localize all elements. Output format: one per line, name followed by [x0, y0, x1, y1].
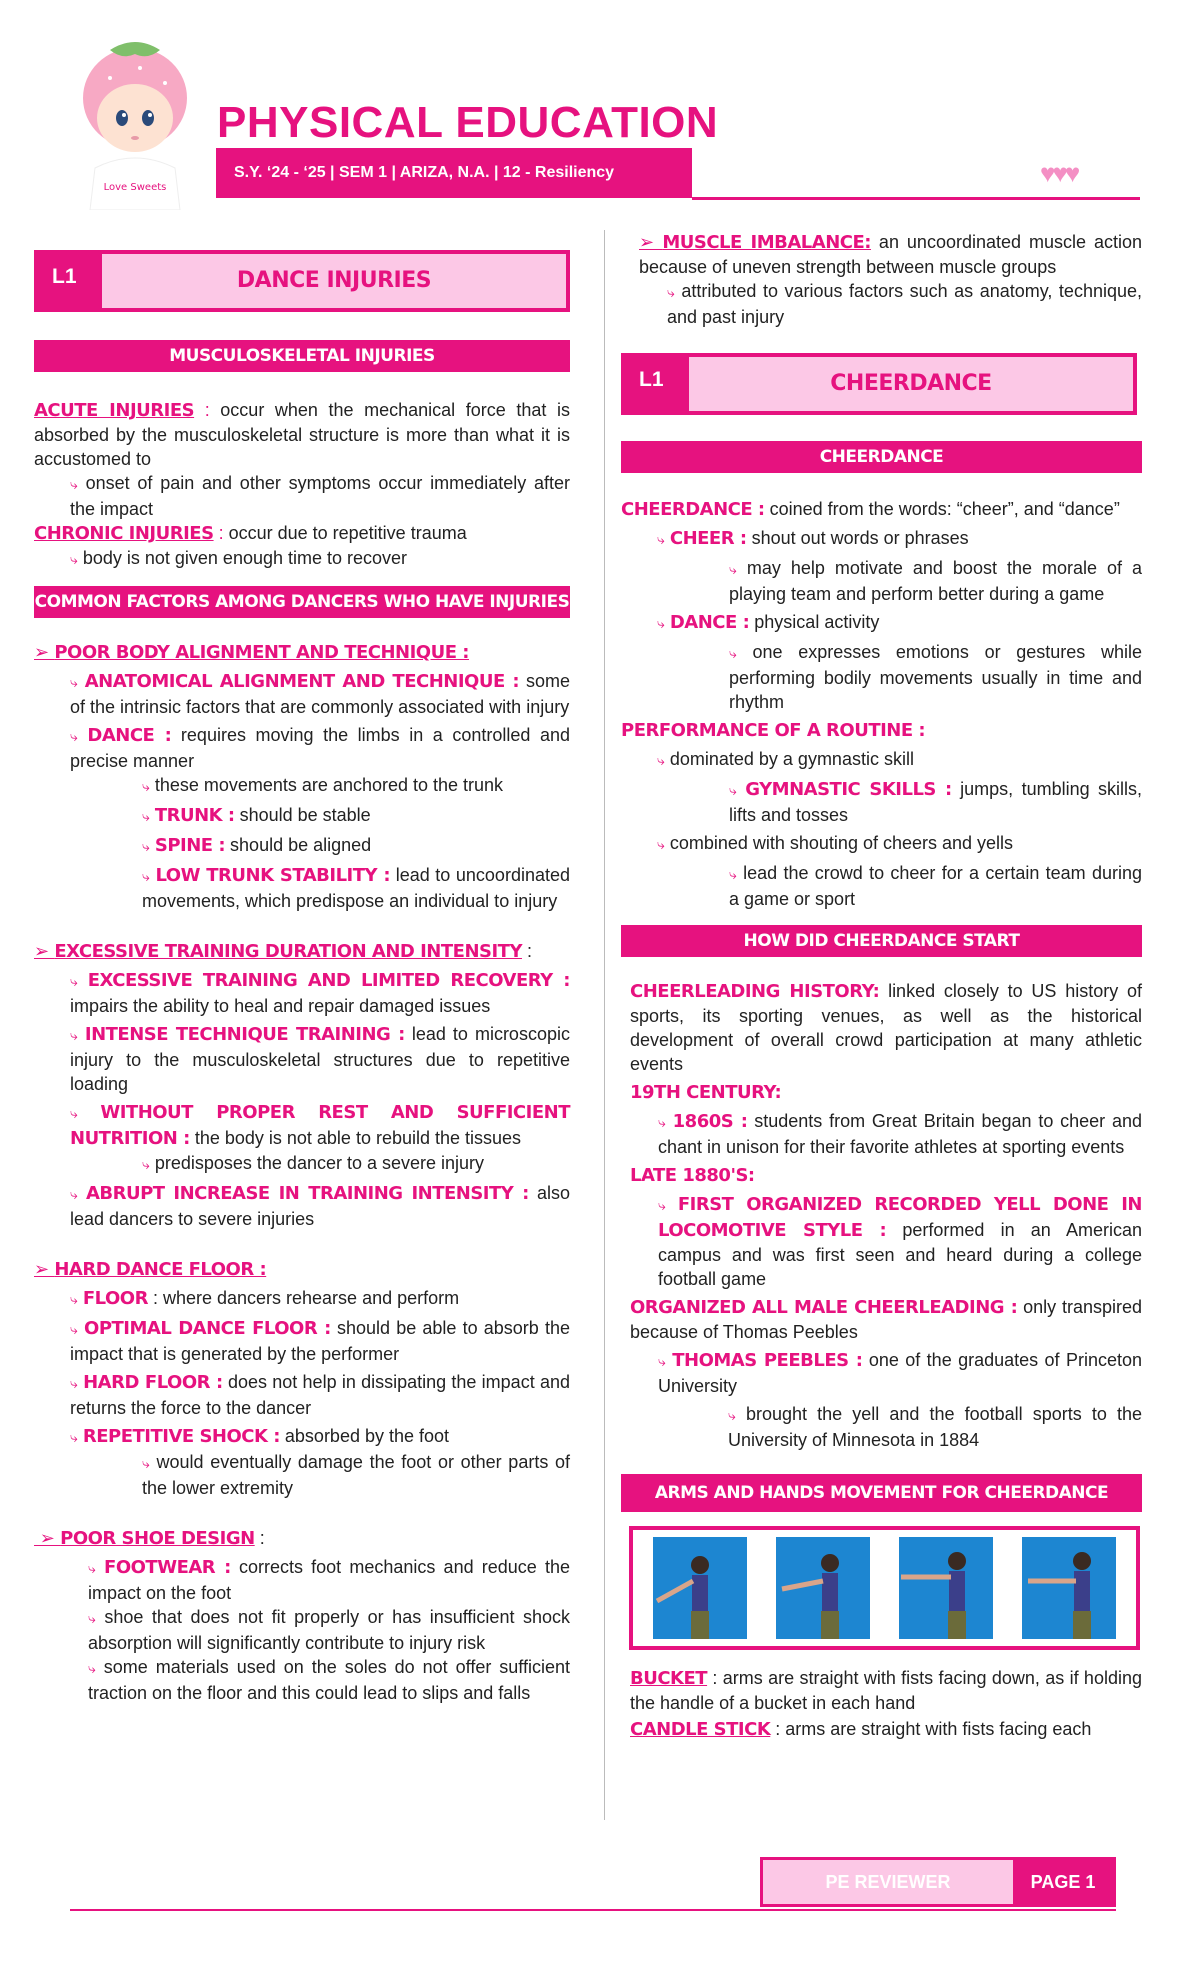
detail: some materials used on the soles do not offer sufficient traction on the floor and this could lead to slips and falls	[88, 1657, 570, 1703]
factor-poor-alignment	[34, 640, 570, 913]
term: TRUNK :	[154, 805, 235, 826]
footer-divider	[70, 1909, 1116, 1911]
section-title: ARMS AND HANDS MOVEMENT FOR CHEERDANCE	[621, 1474, 1142, 1512]
term: THOMAS PEEBLES :	[672, 1350, 863, 1371]
arm-movement-photos	[629, 1526, 1140, 1650]
definition: an uncoordinated muscle action because of uneven strength between muscle groups	[639, 232, 1142, 277]
arrow-icon: ⤷	[142, 809, 150, 825]
term: ORGANIZED ALL MALE CHEERLEADING :	[630, 1297, 1018, 1318]
section-title: COMMON FACTORS AMONG DANCERS WHO HAVE INJURIES	[34, 586, 570, 618]
definition: does not help in dissipating the impact and returns the force to the dancer	[70, 1372, 570, 1418]
term: LATE 1880'S:	[630, 1165, 755, 1186]
term: REPETITIVE SHOCK :	[82, 1426, 280, 1447]
definition: lead to microscopic injury to the musculoskeletal structures due to repetitive loading	[70, 1024, 570, 1094]
term: ANATOMICAL ALIGNMENT AND TECHNIQUE :	[84, 671, 520, 692]
detail: predisposes the dancer to a severe injury	[149, 1153, 485, 1173]
term: INTENSE TECHNIQUE TRAINING :	[84, 1024, 405, 1045]
detail: lead the crowd to cheer for a certain team during a game or sport	[729, 863, 1142, 909]
page-header	[0, 0, 1200, 210]
definition: requires moving the limbs in a controlled and precise manner	[70, 725, 570, 771]
arrow-icon: ⤷	[88, 1661, 96, 1677]
strawberry-doll-image	[70, 38, 200, 210]
definition: corrects foot mechanics and reduce the impact on the foot	[88, 1557, 570, 1603]
lesson-title: DANCE INJURIES	[236, 268, 432, 293]
lesson-header-dance-injuries	[34, 250, 570, 312]
arrow-icon: ⤷	[657, 616, 665, 632]
arrow-icon: ⤷	[70, 729, 78, 745]
lesson-title: CHEERDANCE	[830, 371, 992, 396]
definition: should be aligned	[225, 835, 372, 855]
page-number: PAGE 1	[1013, 1860, 1113, 1904]
definition: : where dancers rehearse and perform	[147, 1288, 460, 1308]
arrow-icon: ⤷	[657, 753, 665, 769]
arrow-icon: ⤷	[70, 1292, 78, 1308]
acute-injuries-block: ACUTE INJURIES : occur when the mechanical force that is absorbed by the musculoskeletal structure is more than what it is accustomed to ⤷ onset of pain and other symptoms occur immediately after the impact CHRONIC INJURIES : occur due to repetitive trauma ⤷ body is not given enough time to recover	[34, 400, 570, 568]
term: CHEERDANCE :	[621, 499, 765, 520]
arrow-icon: ⤷	[88, 1611, 96, 1627]
lesson-number: L1	[625, 357, 689, 411]
detail: brought the yell and the football sports to the University of Minnesota in 1884	[728, 1404, 1142, 1450]
arrow-icon: ⤷	[729, 646, 737, 662]
definition: should be stable	[234, 805, 371, 825]
definition: should be able to absorb the impact that is generated by the performer	[70, 1318, 570, 1364]
factor-hard-floor	[34, 1257, 570, 1500]
heading: ➢ POOR SHOE DESIGN	[34, 1528, 255, 1549]
definition: absorbed by the foot	[279, 1426, 450, 1446]
history-block	[621, 979, 1142, 1452]
definition: students from Great Britain began to cheer and chant in unison for their favorite athletes at sporting events	[658, 1111, 1142, 1157]
definition: shout out words or phrases	[746, 528, 969, 548]
arrow-icon: ⤷	[70, 1106, 78, 1122]
photo-movement-3	[899, 1537, 993, 1639]
definition: the body is not able to rebuild the tissues	[189, 1128, 522, 1148]
detail: onset of pain and other symptoms occur immediately after the impact	[70, 473, 570, 519]
arm-movements-block	[621, 1666, 1142, 1742]
heading: ➢ POOR BODY ALIGNMENT AND TECHNIQUE :	[34, 642, 469, 663]
factor-excessive-training: ➢ EXCESSIVE TRAINING DURATION AND INTENSITY : ⤷ EXCESSIVE TRAINING AND LIMITED RECOVERY : impairs the ability to heal and repair damaged issues ⤷ INTENSE TECHNIQUE TRAINING : lead to microscopic injury to the musculoskeletal structures due to repetitive loading ⤷ WITHOUT PROPER REST AND SUFFICIENT NUTRITION : the body is not able to rebuild the tissues ⤷ predisposes the dancer to a severe injury ⤷ ABRUPT INCREASE IN TRAINING INTENSITY : also lead dancers to severe injuries	[34, 941, 570, 1229]
arrow-icon: ⤷	[657, 837, 665, 853]
cheerdance-block	[621, 497, 1142, 911]
detail: combined with shouting of cheers and yells	[664, 833, 1014, 853]
term: ➢ MUSCLE IMBALANCE:	[639, 232, 871, 253]
arrow-icon: ⤷	[728, 1408, 736, 1424]
term: WITHOUT PROPER REST AND SUFFICIENT NUTRITION :	[70, 1102, 570, 1149]
detail: would eventually damage the foot or other parts of the lower extremity	[142, 1452, 570, 1498]
hearts-icon: ♥♥♥	[1040, 158, 1078, 188]
arrow-icon: ⤷	[657, 532, 665, 548]
header-divider	[692, 197, 1140, 200]
term: GYMNASTIC SKILLS :	[745, 779, 952, 800]
arrow-icon: ⤷	[658, 1198, 666, 1214]
heading: ➢ HARD DANCE FLOOR :	[34, 1259, 267, 1280]
term: BUCKET	[630, 1668, 708, 1689]
section-title: MUSCULOSKELETAL INJURIES	[34, 340, 570, 372]
definition: jumps, tumbling skills, lifts and tosses	[729, 779, 1142, 825]
lesson-number: L1	[38, 254, 102, 308]
arrow-icon: ⤷	[70, 1322, 78, 1338]
arrow-icon: ⤷	[70, 477, 78, 493]
arrow-icon: ⤷	[70, 675, 78, 691]
term: HARD FLOOR :	[83, 1372, 223, 1393]
arrow-icon: ⤷	[70, 974, 78, 990]
term: ACUTE INJURIES	[34, 400, 195, 421]
footer-label: PE REVIEWER	[763, 1860, 1013, 1904]
arrow-icon: ⤷	[70, 1028, 78, 1044]
factor-poor-shoe: ➢ POOR SHOE DESIGN : ⤷ FOOTWEAR : corrects foot mechanics and reduce the impact on the foot ⤷ shoe that does not fit properly or has insufficient shock absorption will significantly contribute to injury risk ⤷ some materials used on the soles do not offer sufficient traction on the floor and this could lead to slips and falls	[34, 1528, 570, 1703]
document-title: PHYSICAL EDUCATION	[217, 98, 719, 147]
arrow-icon: ⤷	[658, 1354, 666, 1370]
arrow-icon: ⤷	[729, 867, 737, 883]
definition: only transpired because of Thomas Peebles	[630, 1297, 1142, 1342]
arrow-icon: ⤷	[658, 1115, 666, 1131]
arrow-icon: ⤷	[142, 779, 150, 795]
term: FIRST ORGANIZED RECORDED YELL DONE IN LOCOMOTIVE STYLE :	[658, 1194, 1142, 1241]
arrow-icon: ⤷	[142, 1456, 150, 1472]
photo-movement-1	[653, 1537, 747, 1639]
term: EXCESSIVE TRAINING AND LIMITED RECOVERY :	[87, 970, 570, 991]
detail: one expresses emotions or gestures while performing bodily movements usually in time and rhythm	[729, 642, 1142, 712]
arrow-icon: ⤷	[88, 1561, 96, 1577]
definition: some of the intrinsic factors that are commonly associated with injury	[70, 671, 570, 717]
term: 1860S :	[672, 1111, 748, 1132]
right-column	[621, 230, 1142, 1742]
detail: shoe that does not fit properly or has insufficient shock absorption will significantly contribute to injury risk	[88, 1607, 570, 1653]
arrow-icon: ⤷	[70, 1376, 78, 1392]
definition: impairs the ability to heal and repair damaged issues	[70, 996, 491, 1016]
definition: occur when the mechanical force that is absorbed by the musculoskeletal structure is more than what it is accustomed to	[34, 400, 570, 469]
detail: may help motivate and boost the morale of a playing team and perform better during a game	[729, 558, 1142, 604]
arrow-icon: ⤷	[142, 1157, 150, 1173]
lesson-header-cheerdance	[621, 353, 1137, 415]
detail: dominated by a gymnastic skill	[664, 749, 914, 769]
definition: : arms are straight with fists facing down, as if holding the handle of a bucket in each hand	[630, 1668, 1142, 1713]
column-divider	[604, 230, 605, 1820]
term: LOW TRUNK STABILITY :	[155, 865, 391, 886]
definition: physical activity	[749, 612, 880, 632]
section-title: CHEERDANCE	[621, 441, 1142, 473]
arrow-icon: ⤷	[142, 839, 150, 855]
term: DANCE :	[87, 725, 172, 746]
arrow-icon: ⤷	[142, 869, 150, 885]
mascot-shirt-text: Love Sweets	[103, 182, 167, 193]
photo-movement-4	[1022, 1537, 1116, 1639]
arrow-icon: ⤷	[70, 552, 78, 568]
detail: attributed to various factors such as anatomy, technique, and past injury	[667, 281, 1142, 327]
arrow-icon: ⤷	[729, 783, 737, 799]
term: DANCE :	[669, 612, 750, 633]
arrow-icon: ⤷	[70, 1187, 78, 1203]
section-title: HOW DID CHEERDANCE START	[621, 925, 1142, 957]
term: FLOOR	[82, 1288, 148, 1309]
term: CANDLE STICK	[630, 1719, 771, 1740]
definition: lead to uncoordinated movements, which predispose an individual to injury	[142, 865, 570, 911]
term: 19TH CENTURY:	[630, 1082, 782, 1103]
definition: one of the graduates of Princeton University	[658, 1350, 1142, 1396]
detail: body is not given enough time to recover	[77, 548, 408, 568]
term: CHEER :	[669, 528, 747, 549]
footer-tab	[760, 1857, 1116, 1907]
muscle-imbalance-block	[621, 230, 1142, 329]
heading: ➢ EXCESSIVE TRAINING DURATION AND INTENSITY	[34, 941, 522, 962]
definition: linked closely to US history of sports, its sporting venues, as well as the historical development of overall crowd participation at many athletic events	[630, 981, 1142, 1074]
term: PERFORMANCE OF A ROUTINE :	[621, 720, 926, 741]
term: ABRUPT INCREASE IN TRAINING INTENSITY :	[85, 1183, 529, 1204]
definition: occur due to repetitive trauma	[223, 523, 467, 543]
left-column	[34, 250, 570, 1705]
term: CHRONIC INJURIES	[34, 523, 214, 544]
photo-movement-2	[776, 1537, 870, 1639]
term: FOOTWEAR :	[104, 1557, 231, 1578]
term: OPTIMAL DANCE FLOOR :	[84, 1318, 331, 1339]
detail: these movements are anchored to the trunk	[149, 775, 504, 795]
document-subtitle: S.Y. ‘24 - ‘25 | SEM 1 | ARIZA, N.A. | 12 - Resiliency	[216, 148, 692, 198]
term: SPINE :	[154, 835, 226, 856]
definition: performed in an American campus and was first seen and heard during a college football game	[658, 1220, 1142, 1289]
definition: coined from the words: “cheer”, and “dance”	[764, 499, 1120, 519]
arrow-icon: ⤷	[667, 285, 675, 301]
arrow-icon: ⤷	[729, 562, 737, 578]
arrow-icon: ⤷	[70, 1430, 78, 1446]
definition: also lead dancers to severe injuries	[70, 1183, 570, 1229]
term: CHEERLEADING HISTORY:	[630, 981, 880, 1002]
definition: : arms are straight with fists facing each	[770, 1719, 1092, 1739]
